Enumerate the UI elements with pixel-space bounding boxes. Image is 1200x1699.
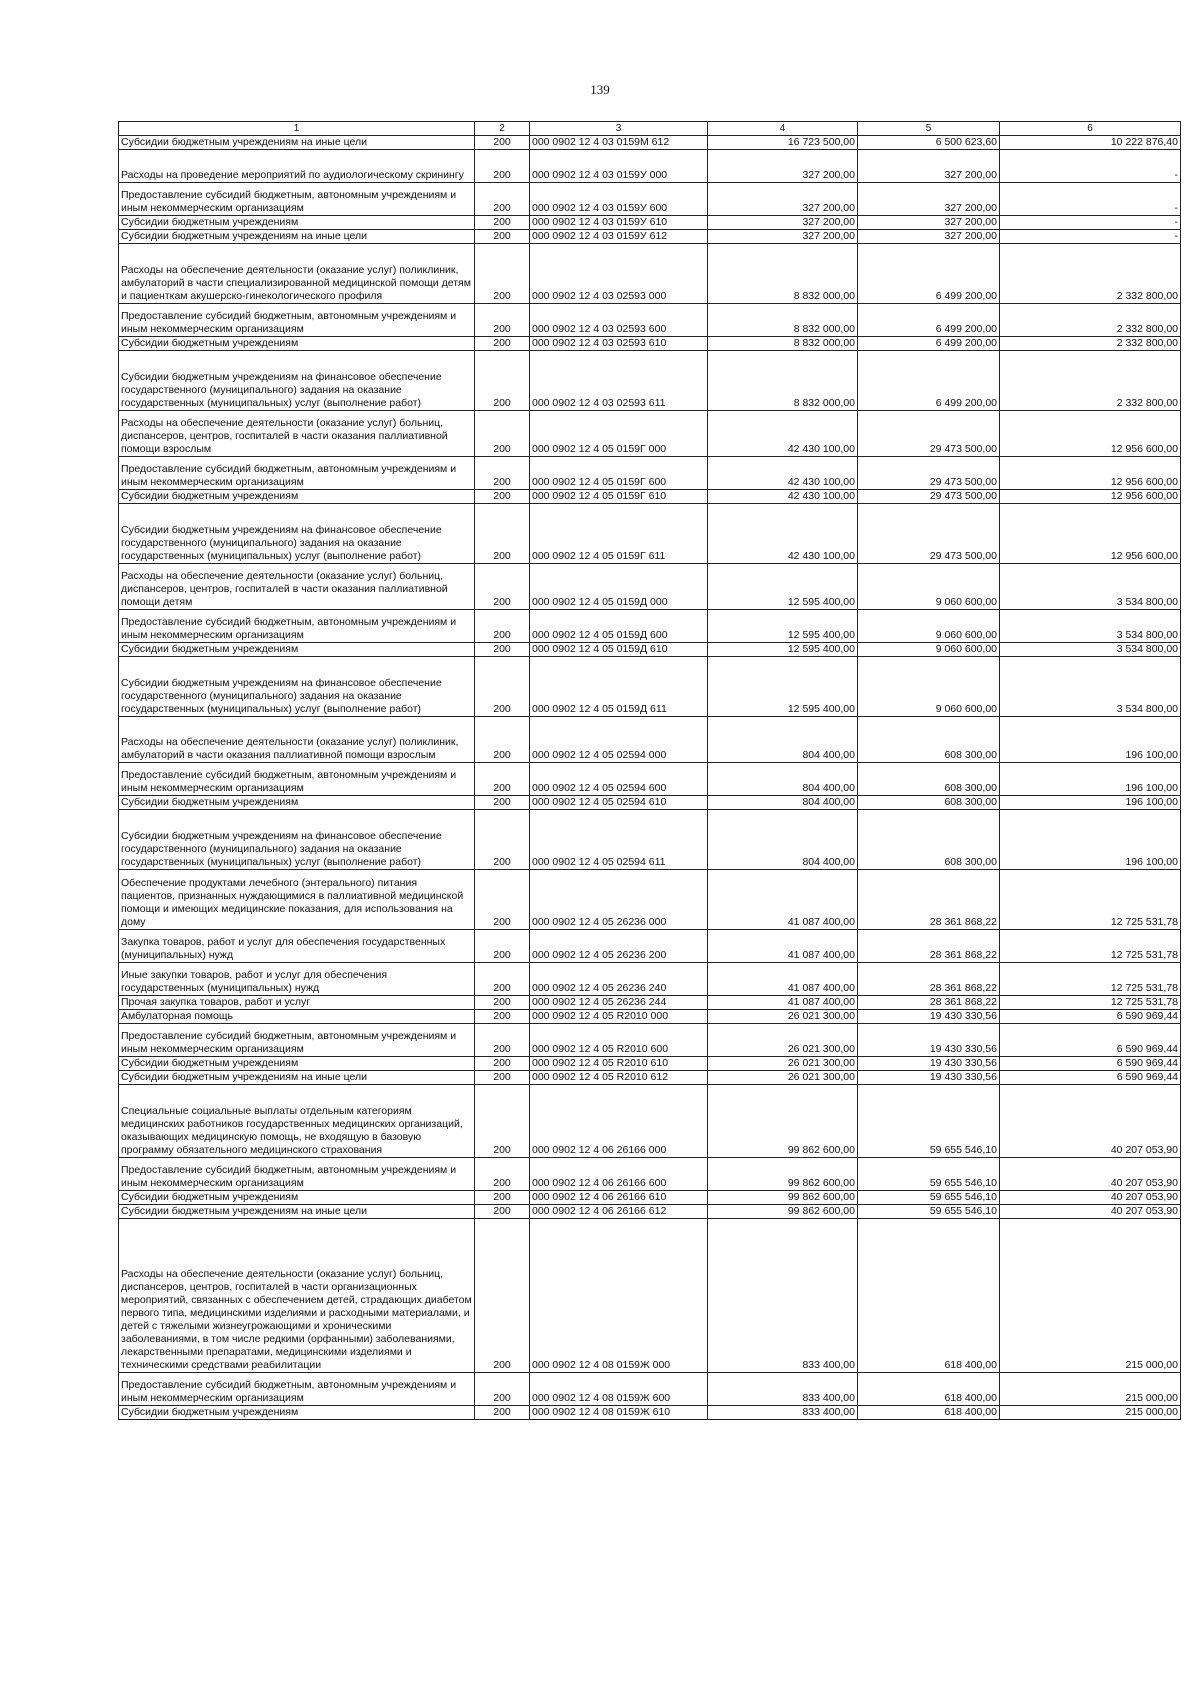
row-code-cell: 200	[475, 1373, 530, 1406]
row-col6-cell: 12 725 531,78	[1000, 930, 1181, 963]
row-name-cell: Субсидии бюджетным учреждениям	[119, 490, 475, 504]
row-code-cell: 200	[475, 963, 530, 996]
row-code-cell: 200	[475, 643, 530, 657]
row-col6-cell: 6 590 969,44	[1000, 1024, 1181, 1057]
row-name-cell: Субсидии бюджетным учреждениям	[119, 643, 475, 657]
row-col4-cell: 8 832 000,00	[708, 304, 858, 337]
row-col6-cell: 3 534 800,00	[1000, 643, 1181, 657]
row-col6-cell: 196 100,00	[1000, 796, 1181, 810]
row-code-cell: 200	[475, 150, 530, 183]
row-col5-cell: 6 499 200,00	[858, 337, 1000, 351]
row-name-cell: Предоставление субсидий бюджетным, автономным учреждениям и иным некоммерческим организациям	[119, 1158, 475, 1191]
row-col4-cell: 804 400,00	[708, 763, 858, 796]
table-row	[119, 150, 1181, 183]
row-code-cell: 200	[475, 796, 530, 810]
row-classification-cell: 000 0902 12 4 05 02594 611	[530, 810, 708, 870]
row-code-cell: 200	[475, 183, 530, 216]
row-classification-cell: 000 0902 12 4 08 0159Ж 600	[530, 1373, 708, 1406]
row-code-cell: 200	[475, 1057, 530, 1071]
row-code-cell: 200	[475, 610, 530, 643]
row-col4-cell: 99 862 600,00	[708, 1158, 858, 1191]
row-name-cell: Расходы на обеспечение деятельности (оказание услуг) поликлиник, амбулаторий в части специализированной медицинской помощи детям и пациенткам акушерско-гинекологического профиля	[119, 244, 475, 304]
row-classification-cell: 000 0902 12 4 05 26236 200	[530, 930, 708, 963]
row-col4-cell: 42 430 100,00	[708, 490, 858, 504]
row-classification-cell: 000 0902 12 4 05 0159Д 611	[530, 657, 708, 717]
table-row	[119, 930, 1181, 963]
row-col6-cell: -	[1000, 150, 1181, 183]
row-code-cell: 200	[475, 1191, 530, 1205]
row-col4-cell: 327 200,00	[708, 216, 858, 230]
row-col5-cell: 29 473 500,00	[858, 411, 1000, 457]
page-number: 139	[590, 82, 610, 97]
row-col5-cell: 28 361 868,22	[858, 870, 1000, 930]
row-col5-cell: 618 400,00	[858, 1219, 1000, 1373]
row-col5-cell: 29 473 500,00	[858, 457, 1000, 490]
table-row	[119, 230, 1181, 244]
table-row	[119, 610, 1181, 643]
row-col6-cell: 40 207 053,90	[1000, 1158, 1181, 1191]
row-classification-cell: 000 0902 12 4 05 R2010 610	[530, 1057, 708, 1071]
row-col5-cell: 327 200,00	[858, 216, 1000, 230]
row-name-cell: Специальные социальные выплаты отдельным категориям медицинских работников государственных медицинских организаций, оказывающих медицинскую помощь, не входящую в базовую программу обязательного медицинского страхования	[119, 1085, 475, 1158]
row-col6-cell: 12 725 531,78	[1000, 870, 1181, 930]
row-col4-cell: 327 200,00	[708, 150, 858, 183]
row-classification-cell: 000 0902 12 4 05 26236 240	[530, 963, 708, 996]
row-code-cell: 200	[475, 490, 530, 504]
table-row	[119, 1024, 1181, 1057]
row-code-cell: 200	[475, 216, 530, 230]
table-row	[119, 351, 1181, 411]
row-name-cell: Субсидии бюджетным учреждениям	[119, 1057, 475, 1071]
table-row	[119, 504, 1181, 564]
row-classification-cell: 000 0902 12 4 03 02593 600	[530, 304, 708, 337]
column-header-2: 2	[475, 122, 530, 136]
row-name-cell: Субсидии бюджетным учреждениям	[119, 796, 475, 810]
row-col6-cell: -	[1000, 183, 1181, 216]
row-name-cell: Субсидии бюджетным учреждениям на иные цели	[119, 230, 475, 244]
row-classification-cell: 000 0902 12 4 05 0159Д 000	[530, 564, 708, 610]
row-code-cell: 200	[475, 1010, 530, 1024]
column-header-5: 5	[858, 122, 1000, 136]
row-name-cell: Амбулаторная помощь	[119, 1010, 475, 1024]
row-code-cell: 200	[475, 244, 530, 304]
row-col4-cell: 99 862 600,00	[708, 1085, 858, 1158]
row-classification-cell: 000 0902 12 4 03 02593 611	[530, 351, 708, 411]
row-name-cell: Расходы на обеспечение деятельности (оказание услуг) больниц, диспансеров, центров, госпиталей в части организационных мероприятий, связанных с обеспечением детей, страдающих диабетом первого типа, медицинскими изделиями и расходными материалами, и детей с тяжелыми жизнеугрожающими и хроническими заболеваниями, в том числе редкими (орфанными) заболеваниями, лекарственными препаратами, медицинскими изделиями и техническими средствами реабилитации	[119, 1219, 475, 1373]
row-col4-cell: 99 862 600,00	[708, 1205, 858, 1219]
table-row	[119, 657, 1181, 717]
row-col6-cell: 215 000,00	[1000, 1219, 1181, 1373]
table-row	[119, 411, 1181, 457]
row-classification-cell: 000 0902 12 4 03 0159У 600	[530, 183, 708, 216]
row-col5-cell: 618 400,00	[858, 1373, 1000, 1406]
row-col4-cell: 42 430 100,00	[708, 411, 858, 457]
table-row	[119, 136, 1181, 150]
row-code-cell: 200	[475, 411, 530, 457]
row-name-cell: Субсидии бюджетным учреждениям	[119, 1406, 475, 1420]
table-row	[119, 304, 1181, 337]
row-code-cell: 200	[475, 1071, 530, 1085]
row-col6-cell: 196 100,00	[1000, 810, 1181, 870]
table-row	[119, 810, 1181, 870]
row-name-cell: Закупка товаров, работ и услуг для обеспечения государственных (муниципальных) нужд	[119, 930, 475, 963]
row-code-cell: 200	[475, 763, 530, 796]
row-code-cell: 200	[475, 230, 530, 244]
row-col6-cell: 196 100,00	[1000, 717, 1181, 763]
table-row	[119, 1205, 1181, 1219]
row-col5-cell: 327 200,00	[858, 183, 1000, 216]
row-code-cell: 200	[475, 810, 530, 870]
row-name-cell: Предоставление субсидий бюджетным, автономным учреждениям и иным некоммерческим организациям	[119, 1373, 475, 1406]
table-row	[119, 763, 1181, 796]
row-col4-cell: 41 087 400,00	[708, 930, 858, 963]
row-name-cell: Прочая закупка товаров, работ и услуг	[119, 996, 475, 1010]
row-code-cell: 200	[475, 1085, 530, 1158]
row-col5-cell: 19 430 330,56	[858, 1010, 1000, 1024]
row-name-cell: Расходы на обеспечение деятельности (оказание услуг) больниц, диспансеров, центров, госпиталей в части оказания паллиативной помощи взрослым	[119, 411, 475, 457]
row-col5-cell: 9 060 600,00	[858, 610, 1000, 643]
row-col6-cell: 40 207 053,90	[1000, 1205, 1181, 1219]
row-name-cell: Расходы на обеспечение деятельности (оказание услуг) больниц, диспансеров, центров, госпиталей в части оказания паллиативной помощи детям	[119, 564, 475, 610]
row-code-cell: 200	[475, 351, 530, 411]
row-col5-cell: 59 655 546,10	[858, 1158, 1000, 1191]
row-col6-cell: 12 956 600,00	[1000, 490, 1181, 504]
column-number-header-row	[119, 122, 1181, 136]
row-code-cell: 200	[475, 1219, 530, 1373]
row-classification-cell: 000 0902 12 4 05 26236 000	[530, 870, 708, 930]
row-col6-cell: 3 534 800,00	[1000, 657, 1181, 717]
row-name-cell: Субсидии бюджетным учреждениям	[119, 337, 475, 351]
row-name-cell: Обеспечение продуктами лечебного (энтерального) питания пациентов, признанных нуждающимися в паллиативной медицинской помощи и имеющих медицинские показания, для использования на дому	[119, 870, 475, 930]
row-col4-cell: 12 595 400,00	[708, 657, 858, 717]
table-row	[119, 216, 1181, 230]
row-name-cell: Предоставление субсидий бюджетным, автономным учреждениям и иным некоммерческим организациям	[119, 457, 475, 490]
row-col6-cell: 196 100,00	[1000, 763, 1181, 796]
row-col5-cell: 19 430 330,56	[858, 1057, 1000, 1071]
table-row	[119, 1373, 1181, 1406]
row-code-cell: 200	[475, 657, 530, 717]
table-row	[119, 796, 1181, 810]
row-col6-cell: 12 956 600,00	[1000, 457, 1181, 490]
row-name-cell: Расходы на обеспечение деятельности (оказание услуг) поликлиник, амбулаторий в части оказания паллиативной помощи взрослым	[119, 717, 475, 763]
row-classification-cell: 000 0902 12 4 05 0159Д 610	[530, 643, 708, 657]
row-code-cell: 200	[475, 1158, 530, 1191]
row-col6-cell: 10 222 876,40	[1000, 136, 1181, 150]
row-col4-cell: 8 832 000,00	[708, 337, 858, 351]
row-col5-cell: 608 300,00	[858, 763, 1000, 796]
row-col5-cell: 6 499 200,00	[858, 244, 1000, 304]
row-col6-cell: -	[1000, 216, 1181, 230]
row-col4-cell: 833 400,00	[708, 1219, 858, 1373]
row-col6-cell: 2 332 800,00	[1000, 304, 1181, 337]
row-col5-cell: 19 430 330,56	[858, 1071, 1000, 1085]
row-classification-cell: 000 0902 12 4 03 0159У 000	[530, 150, 708, 183]
row-code-cell: 200	[475, 457, 530, 490]
row-col5-cell: 9 060 600,00	[858, 657, 1000, 717]
row-name-cell: Предоставление субсидий бюджетным, автономным учреждениям и иным некоммерческим организациям	[119, 304, 475, 337]
row-col4-cell: 26 021 300,00	[708, 1024, 858, 1057]
row-col6-cell: 2 332 800,00	[1000, 351, 1181, 411]
row-classification-cell: 000 0902 12 4 03 0159У 612	[530, 230, 708, 244]
row-classification-cell: 000 0902 12 4 05 0159Д 600	[530, 610, 708, 643]
row-col6-cell: 3 534 800,00	[1000, 610, 1181, 643]
table-row	[119, 1057, 1181, 1071]
row-name-cell: Субсидии бюджетным учреждениям на финансовое обеспечение государственного (муниципального) задания на оказание государственных (муниципальных) услуг (выполнение работ)	[119, 810, 475, 870]
column-header-1: 1	[119, 122, 475, 136]
table-row	[119, 643, 1181, 657]
row-col4-cell: 8 832 000,00	[708, 351, 858, 411]
row-name-cell: Расходы на проведение мероприятий по аудиологическому скринингу	[119, 150, 475, 183]
row-code-cell: 200	[475, 136, 530, 150]
row-col4-cell: 42 430 100,00	[708, 457, 858, 490]
row-col6-cell: 2 332 800,00	[1000, 337, 1181, 351]
row-code-cell: 200	[475, 930, 530, 963]
row-name-cell: Субсидии бюджетным учреждениям	[119, 216, 475, 230]
row-col5-cell: 29 473 500,00	[858, 490, 1000, 504]
row-code-cell: 200	[475, 717, 530, 763]
row-col4-cell: 8 832 000,00	[708, 244, 858, 304]
column-header-6: 6	[1000, 122, 1181, 136]
row-classification-cell: 000 0902 12 4 05 0159Г 000	[530, 411, 708, 457]
row-classification-cell: 000 0902 12 4 05 R2010 600	[530, 1024, 708, 1057]
row-col5-cell: 327 200,00	[858, 230, 1000, 244]
row-col4-cell: 804 400,00	[708, 796, 858, 810]
table-row	[119, 1085, 1181, 1158]
row-col6-cell: 2 332 800,00	[1000, 244, 1181, 304]
table-row	[119, 457, 1181, 490]
row-col6-cell: 215 000,00	[1000, 1373, 1181, 1406]
table-row	[119, 717, 1181, 763]
table-row	[119, 963, 1181, 996]
row-classification-cell: 000 0902 12 4 06 26166 612	[530, 1205, 708, 1219]
row-code-cell: 200	[475, 1024, 530, 1057]
row-col5-cell: 608 300,00	[858, 810, 1000, 870]
row-col5-cell: 59 655 546,10	[858, 1191, 1000, 1205]
table-row	[119, 564, 1181, 610]
row-col6-cell: 12 956 600,00	[1000, 504, 1181, 564]
row-classification-cell: 000 0902 12 4 05 0159Г 600	[530, 457, 708, 490]
table-row	[119, 996, 1181, 1010]
row-name-cell: Предоставление субсидий бюджетным, автономным учреждениям и иным некоммерческим организациям	[119, 610, 475, 643]
row-col6-cell: 40 207 053,90	[1000, 1085, 1181, 1158]
row-col4-cell: 327 200,00	[708, 183, 858, 216]
row-col6-cell: 215 000,00	[1000, 1406, 1181, 1420]
table-row	[119, 1191, 1181, 1205]
row-code-cell: 200	[475, 1406, 530, 1420]
column-header-4: 4	[708, 122, 858, 136]
row-classification-cell: 000 0902 12 4 03 0159М 612	[530, 136, 708, 150]
row-col6-cell: 6 590 969,44	[1000, 1057, 1181, 1071]
column-header-3: 3	[530, 122, 708, 136]
row-col4-cell: 42 430 100,00	[708, 504, 858, 564]
row-col5-cell: 28 361 868,22	[858, 996, 1000, 1010]
row-col5-cell: 608 300,00	[858, 796, 1000, 810]
row-col4-cell: 99 862 600,00	[708, 1191, 858, 1205]
row-col5-cell: 6 499 200,00	[858, 304, 1000, 337]
row-classification-cell: 000 0902 12 4 03 0159У 610	[530, 216, 708, 230]
row-classification-cell: 000 0902 12 4 05 R2010 000	[530, 1010, 708, 1024]
row-col4-cell: 41 087 400,00	[708, 996, 858, 1010]
table-row	[119, 337, 1181, 351]
row-name-cell: Субсидии бюджетным учреждениям на иные цели	[119, 136, 475, 150]
row-col5-cell: 327 200,00	[858, 150, 1000, 183]
row-classification-cell: 000 0902 12 4 08 0159Ж 000	[530, 1219, 708, 1373]
table-row	[119, 1010, 1181, 1024]
budget-execution-table	[118, 121, 1181, 1420]
row-col4-cell: 26 021 300,00	[708, 1057, 858, 1071]
row-code-cell: 200	[475, 996, 530, 1010]
row-code-cell: 200	[475, 1205, 530, 1219]
row-name-cell: Субсидии бюджетным учреждениям на иные цели	[119, 1205, 475, 1219]
row-classification-cell: 000 0902 12 4 08 0159Ж 610	[530, 1406, 708, 1420]
row-col5-cell: 618 400,00	[858, 1406, 1000, 1420]
row-col6-cell: 12 956 600,00	[1000, 411, 1181, 457]
row-col5-cell: 28 361 868,22	[858, 963, 1000, 996]
row-col5-cell: 59 655 546,10	[858, 1205, 1000, 1219]
table-row	[119, 1158, 1181, 1191]
table-row	[119, 1219, 1181, 1373]
row-col6-cell: 3 534 800,00	[1000, 564, 1181, 610]
row-col4-cell: 12 595 400,00	[708, 610, 858, 643]
row-classification-cell: 000 0902 12 4 05 R2010 612	[530, 1071, 708, 1085]
row-classification-cell: 000 0902 12 4 05 0159Г 610	[530, 490, 708, 504]
row-classification-cell: 000 0902 12 4 05 02594 000	[530, 717, 708, 763]
row-col5-cell: 59 655 546,10	[858, 1085, 1000, 1158]
row-name-cell: Субсидии бюджетным учреждениям на финансовое обеспечение государственного (муниципального) задания на оказание государственных (муниципальных) услуг (выполнение работ)	[119, 504, 475, 564]
row-name-cell: Предоставление субсидий бюджетным, автономным учреждениям и иным некоммерческим организациям	[119, 1024, 475, 1057]
row-col4-cell: 16 723 500,00	[708, 136, 858, 150]
row-col4-cell: 833 400,00	[708, 1406, 858, 1420]
table-row	[119, 490, 1181, 504]
row-col4-cell: 804 400,00	[708, 810, 858, 870]
row-code-cell: 200	[475, 337, 530, 351]
row-col6-cell: 6 590 969,44	[1000, 1010, 1181, 1024]
row-classification-cell: 000 0902 12 4 05 02594 610	[530, 796, 708, 810]
row-col6-cell: 40 207 053,90	[1000, 1191, 1181, 1205]
row-classification-cell: 000 0902 12 4 05 0159Г 611	[530, 504, 708, 564]
row-col5-cell: 9 060 600,00	[858, 564, 1000, 610]
row-col5-cell: 19 430 330,56	[858, 1024, 1000, 1057]
row-col5-cell: 28 361 868,22	[858, 930, 1000, 963]
row-code-cell: 200	[475, 564, 530, 610]
row-col5-cell: 608 300,00	[858, 717, 1000, 763]
row-col4-cell: 833 400,00	[708, 1373, 858, 1406]
row-col5-cell: 6 500 623,60	[858, 136, 1000, 150]
row-classification-cell: 000 0902 12 4 03 02593 000	[530, 244, 708, 304]
row-col6-cell: 12 725 531,78	[1000, 963, 1181, 996]
table-row	[119, 1406, 1181, 1420]
row-col5-cell: 6 499 200,00	[858, 351, 1000, 411]
row-name-cell: Субсидии бюджетным учреждениям на финансовое обеспечение государственного (муниципального) задания на оказание государственных (муниципальных) услуг (выполнение работ)	[119, 657, 475, 717]
row-classification-cell: 000 0902 12 4 06 26166 610	[530, 1191, 708, 1205]
row-classification-cell: 000 0902 12 4 06 26166 000	[530, 1085, 708, 1158]
row-name-cell: Субсидии бюджетным учреждениям на иные цели	[119, 1071, 475, 1085]
table-row	[119, 244, 1181, 304]
row-code-cell: 200	[475, 504, 530, 564]
row-col4-cell: 26 021 300,00	[708, 1071, 858, 1085]
row-classification-cell: 000 0902 12 4 03 02593 610	[530, 337, 708, 351]
row-name-cell: Субсидии бюджетным учреждениям	[119, 1191, 475, 1205]
row-name-cell: Субсидии бюджетным учреждениям на финансовое обеспечение государственного (муниципального) задания на оказание государственных (муниципальных) услуг (выполнение работ)	[119, 351, 475, 411]
row-name-cell: Предоставление субсидий бюджетным, автономным учреждениям и иным некоммерческим организациям	[119, 763, 475, 796]
row-col4-cell: 41 087 400,00	[708, 963, 858, 996]
row-code-cell: 200	[475, 870, 530, 930]
table-row	[119, 1071, 1181, 1085]
row-col5-cell: 9 060 600,00	[858, 643, 1000, 657]
row-col4-cell: 804 400,00	[708, 717, 858, 763]
row-col4-cell: 26 021 300,00	[708, 1010, 858, 1024]
row-name-cell: Иные закупки товаров, работ и услуг для обеспечения государственных (муниципальных) нужд	[119, 963, 475, 996]
row-classification-cell: 000 0902 12 4 05 02594 600	[530, 763, 708, 796]
row-col5-cell: 29 473 500,00	[858, 504, 1000, 564]
row-col4-cell: 12 595 400,00	[708, 643, 858, 657]
row-classification-cell: 000 0902 12 4 06 26166 600	[530, 1158, 708, 1191]
table-body	[119, 136, 1181, 1420]
row-col6-cell: 6 590 969,44	[1000, 1071, 1181, 1085]
row-classification-cell: 000 0902 12 4 05 26236 244	[530, 996, 708, 1010]
row-name-cell: Предоставление субсидий бюджетным, автономным учреждениям и иным некоммерческим организациям	[119, 183, 475, 216]
table-row	[119, 870, 1181, 930]
row-col4-cell: 41 087 400,00	[708, 870, 858, 930]
row-code-cell: 200	[475, 304, 530, 337]
row-col4-cell: 327 200,00	[708, 230, 858, 244]
row-col6-cell: 12 725 531,78	[1000, 996, 1181, 1010]
row-col4-cell: 12 595 400,00	[708, 564, 858, 610]
table-row	[119, 183, 1181, 216]
row-col6-cell: -	[1000, 230, 1181, 244]
